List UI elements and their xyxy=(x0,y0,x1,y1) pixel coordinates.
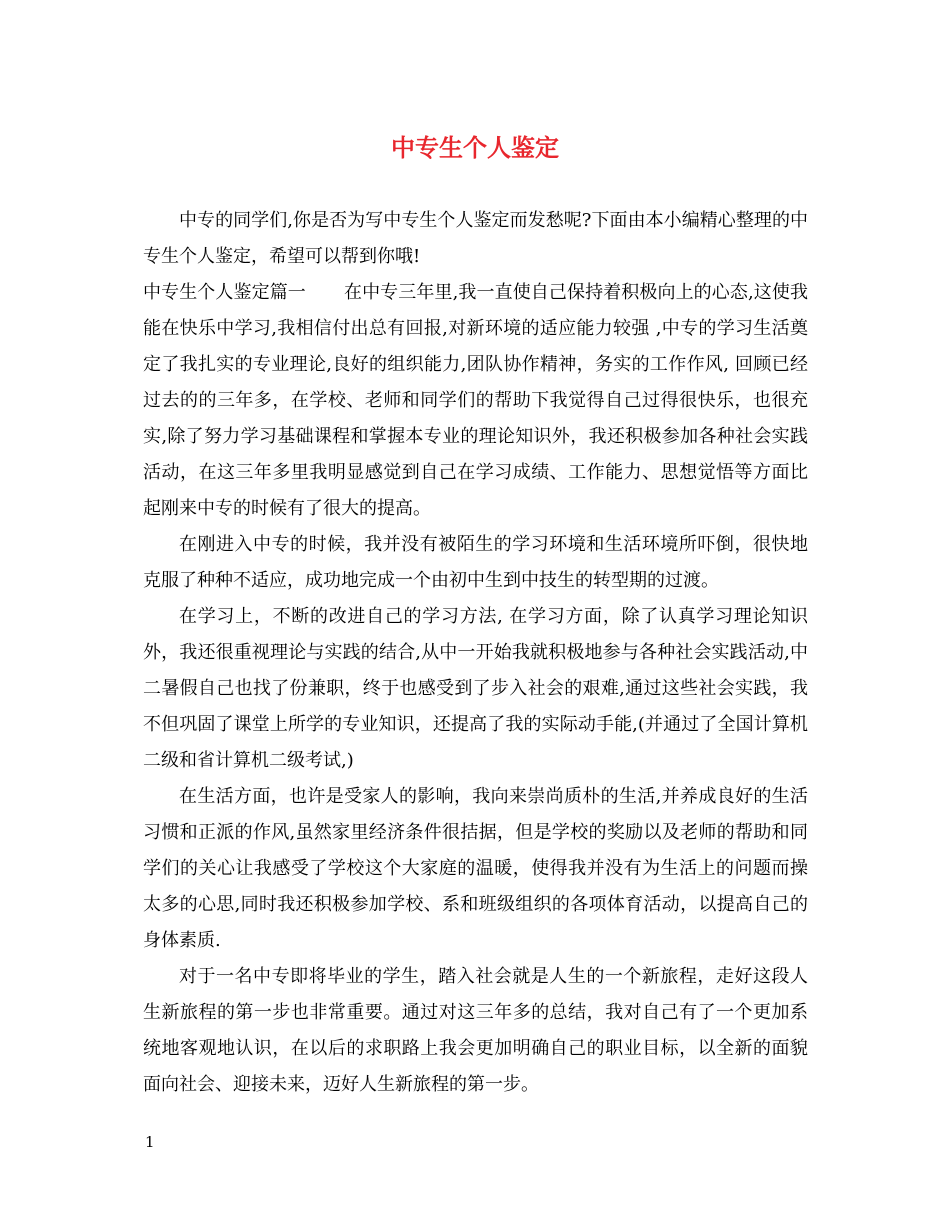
paragraph-3: 在学习上，不断的改进自己的学习方法, 在学习方面，除了认真学习理论知识外，我还很重视理论与实践的结合,从中一开始我就积极地参与各种社会实践活动,中二暑假自己也找了份兼职，终于也感受到了步入社会的艰难,通过这些社会实践，我不但巩固了课堂上所学的专业知识，还提高了我的实际动手能,(并通过了全国计算机二级和省计算机二级考试,) xyxy=(143,606,808,771)
section-one-paragraph xyxy=(143,275,808,527)
page-number: 1 xyxy=(145,1133,155,1151)
document-body xyxy=(143,203,808,1103)
paragraph-4: 在生活方面，也许是受家人的影响，我向来崇尚质朴的生活,并养成良好的生活习惯和正派的作风,虽然家里经济条件很拮据，但是学校的奖励以及老师的帮助和同学们的关心让我感受了学校这个大家庭的温暖，使得我并没有为生活上的问题而操太多的心思,同时我还积极参加学校、系和班级组织的各项体育活动，以提高自己的身体素质. xyxy=(143,786,808,951)
intro-paragraph: 中专的同学们,你是否为写中专生个人鉴定而发愁呢?下面由本小编精心整理的中专生个人鉴定，希望可以帮到你哦! xyxy=(143,210,808,267)
paragraph-1: 在中专三年里,我一直使自己保持着积极向上的心态,这使我能在快乐中学习,我相信付出总有回报,对新环境的适应能力较强 ,中专的学习生活奠定了我扎实的专业理论,良好的组织能力,团队协作精神，务实的工作作风, 回顾已经过去的的三年多，在学校、老师和同学们的帮助下我觉得自己过得很快乐，也很充实,除了努力学习基础课程和掌握本专业的理论知识外，我还积极参加各种社会实践活动，在这三年多里我明显感觉到自己在学习成绩、工作能力、思想觉悟等方面比起刚来中专的时候有了很大的提高。 xyxy=(143,282,808,519)
section-heading: 中专生个人鉴定篇一 xyxy=(143,282,306,303)
paragraph-2: 在刚进入中专的时候，我并没有被陌生的学习环境和生活环境所吓倒，很快地克服了种种不适应，成功地完成一个由初中生到中技生的转型期的过渡。 xyxy=(143,534,808,591)
document-title: 中专生个人鉴定 xyxy=(391,133,559,162)
paragraph-5: 对于一名中专即将毕业的学生，踏入社会就是人生的一个新旅程，走好这段人生新旅程的第一步也非常重要。通过对这三年多的总结，我对自己有了一个更加系统地客观地认识，在以后的求职路上我会更加明确自己的职业目标，以全新的面貌面向社会、迎接未来，迈好人生新旅程的第一步。 xyxy=(143,966,808,1095)
